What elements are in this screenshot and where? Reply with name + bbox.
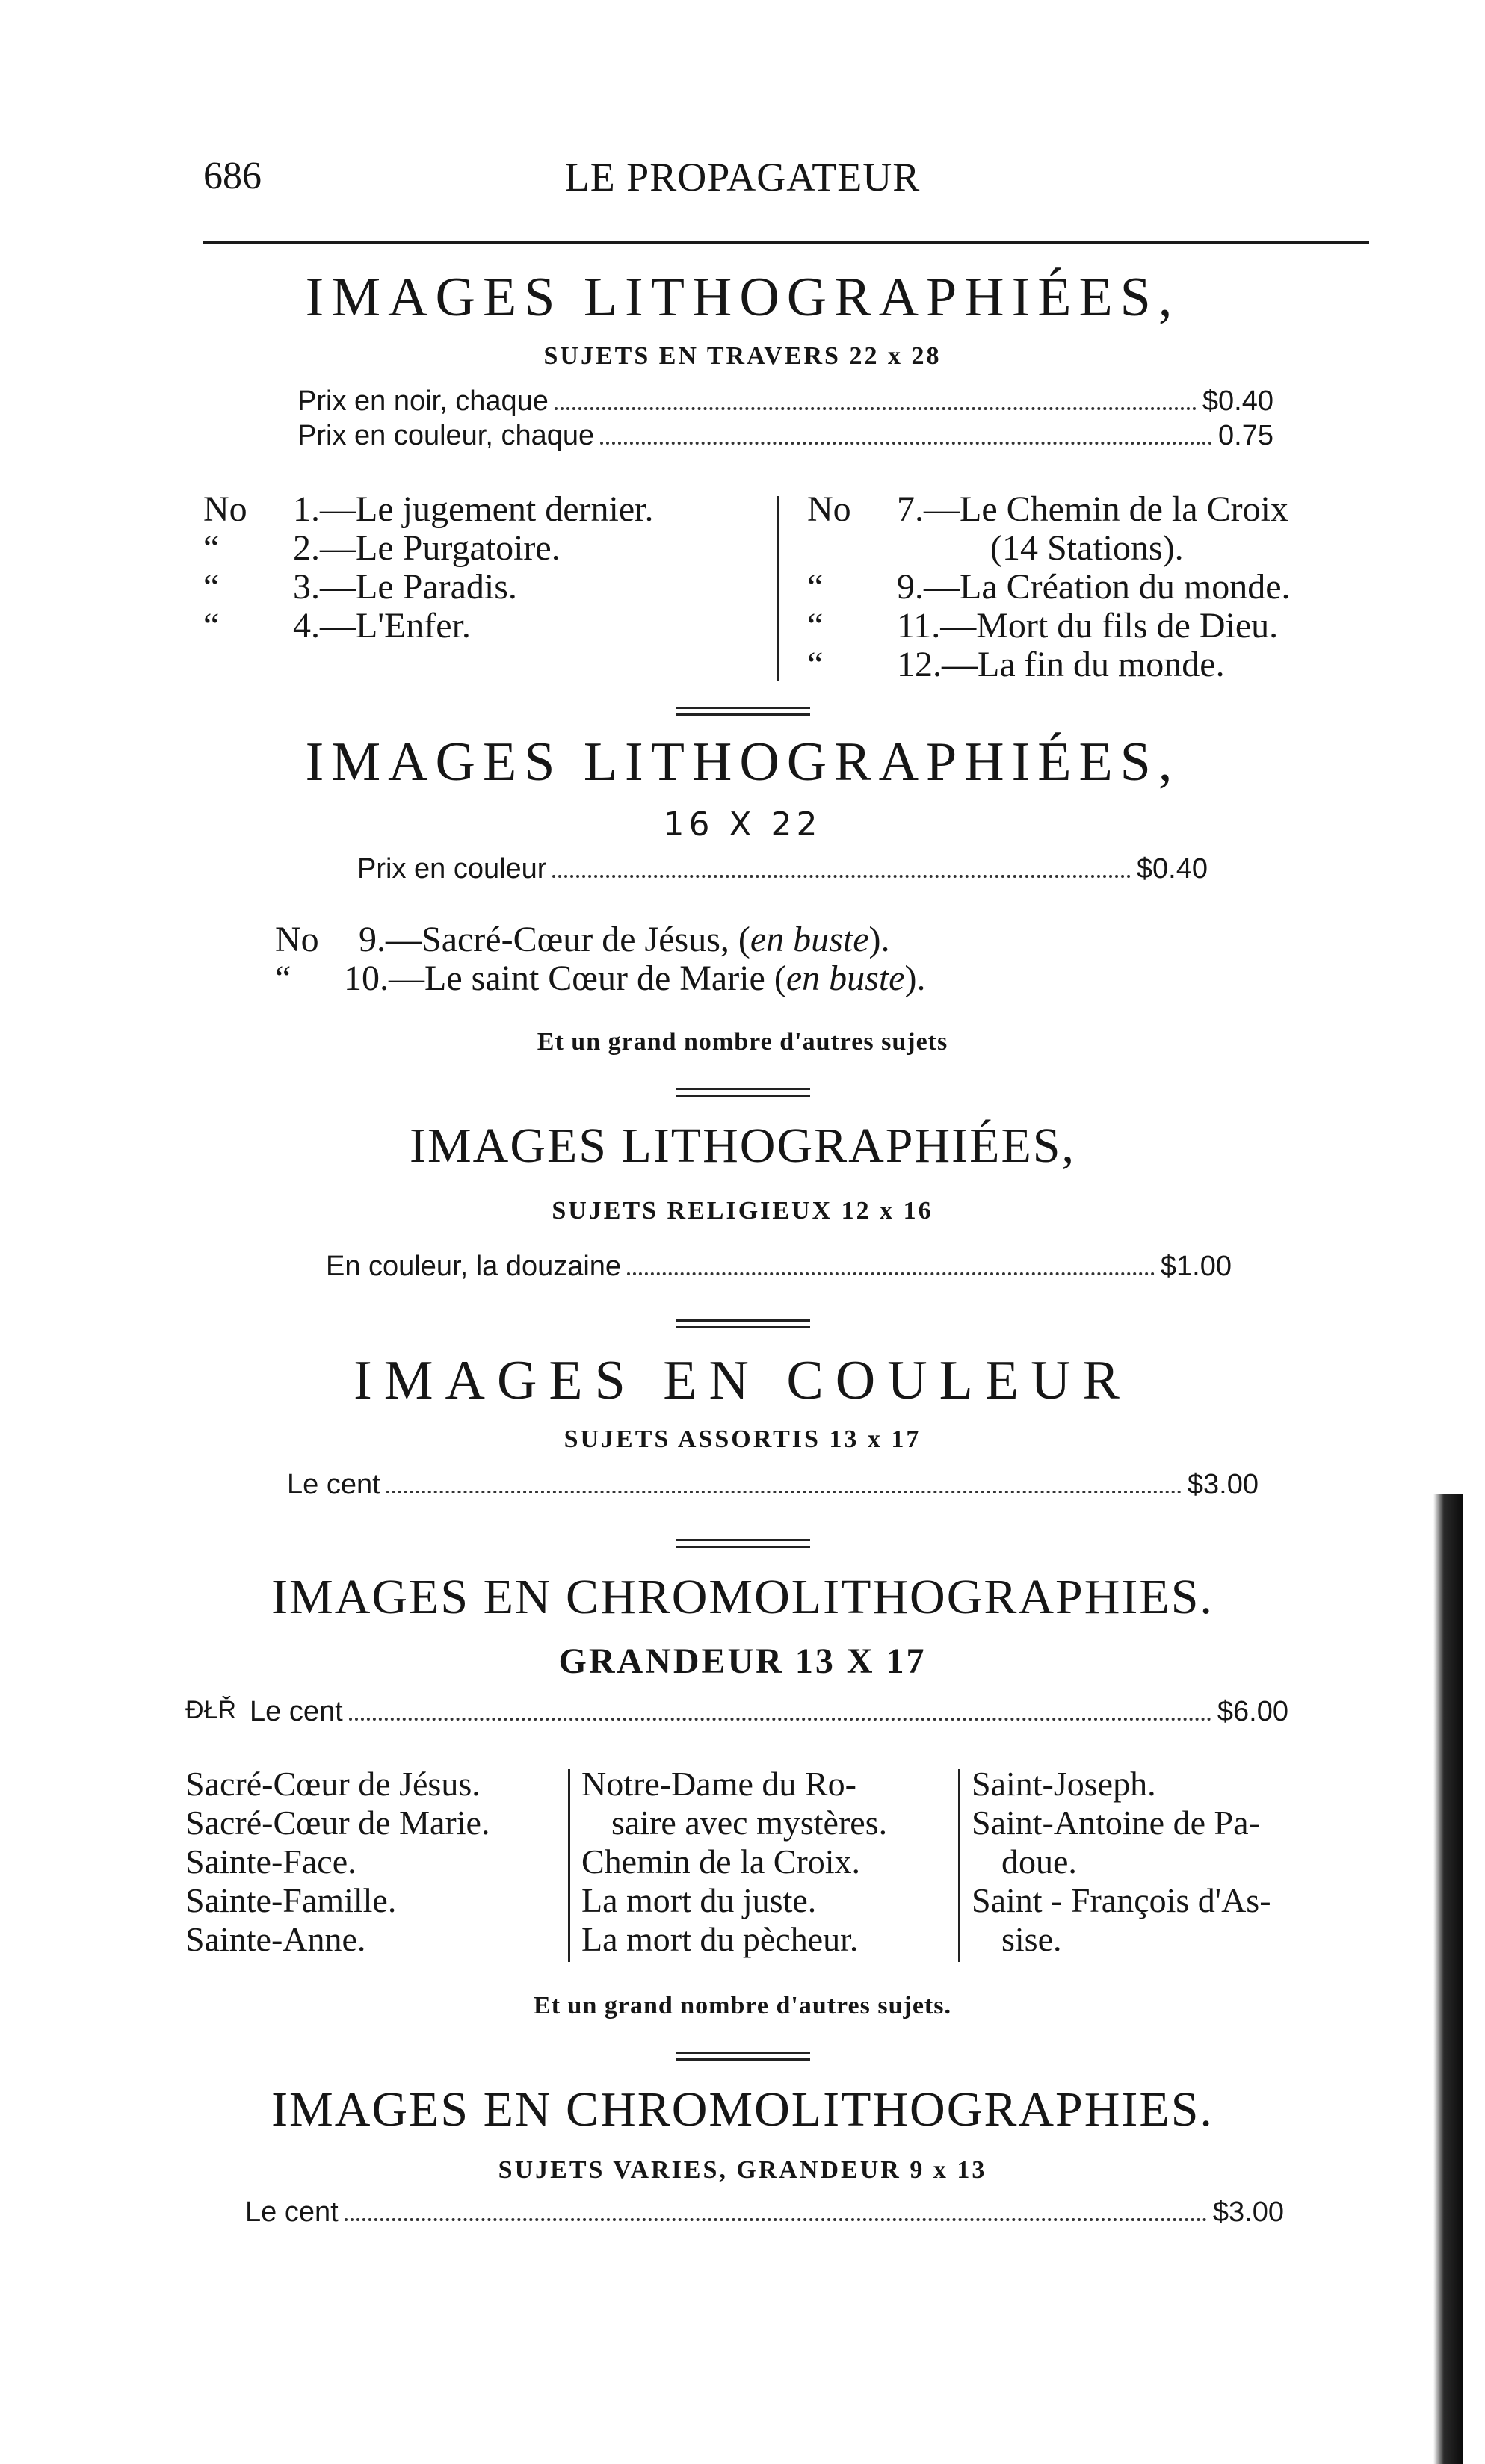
- price-value: $3.00: [1212, 2197, 1284, 2228]
- list-item: sise.: [1001, 1920, 1062, 1958]
- section2-title: IMAGES LITHOGRAPHIÉES,: [305, 731, 1180, 793]
- price-value: $0.40: [1202, 386, 1273, 417]
- section4-title: IMAGES EN COULEUR: [354, 1350, 1131, 1411]
- running-title: LE PROPAGATEUR: [564, 155, 921, 199]
- section1-price-color: [297, 420, 1273, 452]
- leader-dots: [552, 875, 1130, 878]
- list-item: No 9.—Sacré-Cœur de Jésus, ( en buste ).: [275, 920, 890, 959]
- list-item: “ 3.—Le Paradis.: [203, 567, 517, 607]
- list-item: Chemin de la Croix.: [581, 1842, 861, 1880]
- price-label: Prix en couleur, chaque: [297, 420, 595, 451]
- list-item: Sacré-Cœur de Jésus.: [185, 1765, 481, 1803]
- price-value: 0.75: [1218, 420, 1273, 451]
- column-1: [185, 1765, 490, 1959]
- list-item: Saint-Joseph.: [972, 1765, 1156, 1803]
- leader-dots: [600, 442, 1212, 445]
- price-label: Le cent: [250, 1696, 343, 1727]
- page-number: 686: [203, 155, 262, 197]
- list-item: doue.: [1001, 1842, 1077, 1880]
- section5-columns: [185, 1765, 1359, 1962]
- leader-dots: [627, 1272, 1155, 1275]
- list-item: “ 4.—L'Enfer.: [203, 606, 471, 646]
- section-divider: [676, 1088, 810, 1097]
- section5-note: Et un grand nombre d'autres sujets.: [534, 1992, 951, 2019]
- list-item: “ 11.—Mort du fils de Dieu.: [807, 606, 1279, 646]
- section6-price: [245, 2197, 1284, 2229]
- section5-title: IMAGES EN CHROMOLITHOGRAPHIES.: [271, 1570, 1214, 1624]
- section-divider: [676, 707, 810, 716]
- section3-price: [326, 1251, 1232, 1283]
- price-label: Le cent: [245, 2197, 339, 2228]
- list-item: Sacré-Cœur de Marie.: [185, 1804, 490, 1842]
- section5-subtitle: GRANDEUR 13 X 17: [558, 1641, 927, 1681]
- list-item: “ 2.—Le Purgatoire.: [203, 528, 561, 568]
- list-item: Sainte-Face.: [185, 1842, 356, 1880]
- section3-subtitle: SUJETS RELIGIEUX 12 x 16: [552, 1197, 933, 1225]
- section1-right-list: [807, 490, 1291, 684]
- column-3: [972, 1765, 1271, 1959]
- leader-dots: [349, 1718, 1211, 1721]
- list-item: No 1.—Le jugement dernier.: [203, 489, 654, 529]
- price-value: $3.00: [1187, 1469, 1259, 1500]
- section-divider: [676, 1319, 810, 1328]
- list-item: No 7.—Le Chemin de la Croix: [807, 489, 1288, 529]
- column-2: [581, 1765, 887, 1959]
- section3-title: IMAGES LITHOGRAPHIÉES,: [410, 1118, 1075, 1173]
- column-divider: [568, 1769, 570, 1962]
- scan-edge-shadow: [1433, 1494, 1463, 2464]
- price-label: En couleur, la douzaine: [326, 1251, 622, 1282]
- list-item: La mort du juste.: [581, 1881, 817, 1919]
- list-item: Sainte-Anne.: [185, 1920, 366, 1958]
- header-rule: [203, 241, 1369, 244]
- section5-price: [250, 1696, 1288, 1728]
- section-divider: [676, 1539, 810, 1548]
- section1-subtitle: SUJETS EN TRAVERS 22 x 28: [543, 342, 942, 370]
- leader-dots: [386, 1491, 1182, 1493]
- list-item: Sainte-Famille.: [185, 1881, 397, 1919]
- price-value: $6.00: [1217, 1696, 1288, 1727]
- price-label: Prix en noir, chaque: [297, 386, 549, 417]
- section2-price: [357, 853, 1208, 885]
- section1-left-list: [203, 490, 654, 646]
- price-label: Prix en couleur: [357, 853, 547, 885]
- section2-list: [275, 920, 925, 998]
- section4-price: [287, 1469, 1259, 1501]
- list-item: (14 Stations).: [990, 528, 1184, 568]
- section1-title: IMAGES LITHOGRAPHIÉES,: [305, 267, 1180, 328]
- section6-subtitle: SUJETS VARIES, GRANDEUR 9 x 13: [498, 2156, 987, 2184]
- leader-dots: [555, 407, 1197, 410]
- list-item: saire avec mystères.: [611, 1804, 888, 1842]
- margin-mark: ĐŁŘ: [185, 1696, 237, 1724]
- list-item: Notre-Dame du Ro-: [581, 1765, 856, 1803]
- section4-subtitle: SUJETS ASSORTIS 13 x 17: [564, 1426, 921, 1453]
- column-divider: [958, 1769, 960, 1962]
- section6-title: IMAGES EN CHROMOLITHOGRAPHIES.: [271, 2082, 1214, 2137]
- list-item: La mort du pècheur.: [581, 1920, 859, 1958]
- list-item: “ 9.—La Création du monde.: [807, 567, 1291, 607]
- list-item: “ 12.—La fin du monde.: [807, 645, 1225, 684]
- price-value: $1.00: [1160, 1251, 1232, 1282]
- list-item: “ 10.—Le saint Cœur de Marie ( en buste ).: [275, 959, 926, 998]
- price-label: Le cent: [287, 1469, 380, 1500]
- leader-dots: [345, 2218, 1207, 2221]
- list-item: Saint-Antoine de Pa-: [972, 1804, 1260, 1842]
- section2-note: Et un grand nombre d'autres sujets: [537, 1028, 948, 1056]
- list-item: Saint - François d'As-: [972, 1881, 1271, 1919]
- section2-subtitle: 16 X 22: [663, 805, 822, 843]
- section1-price-black: [297, 386, 1273, 418]
- price-value: $0.40: [1136, 853, 1208, 885]
- section-divider: [676, 2052, 810, 2061]
- column-divider: [777, 496, 779, 681]
